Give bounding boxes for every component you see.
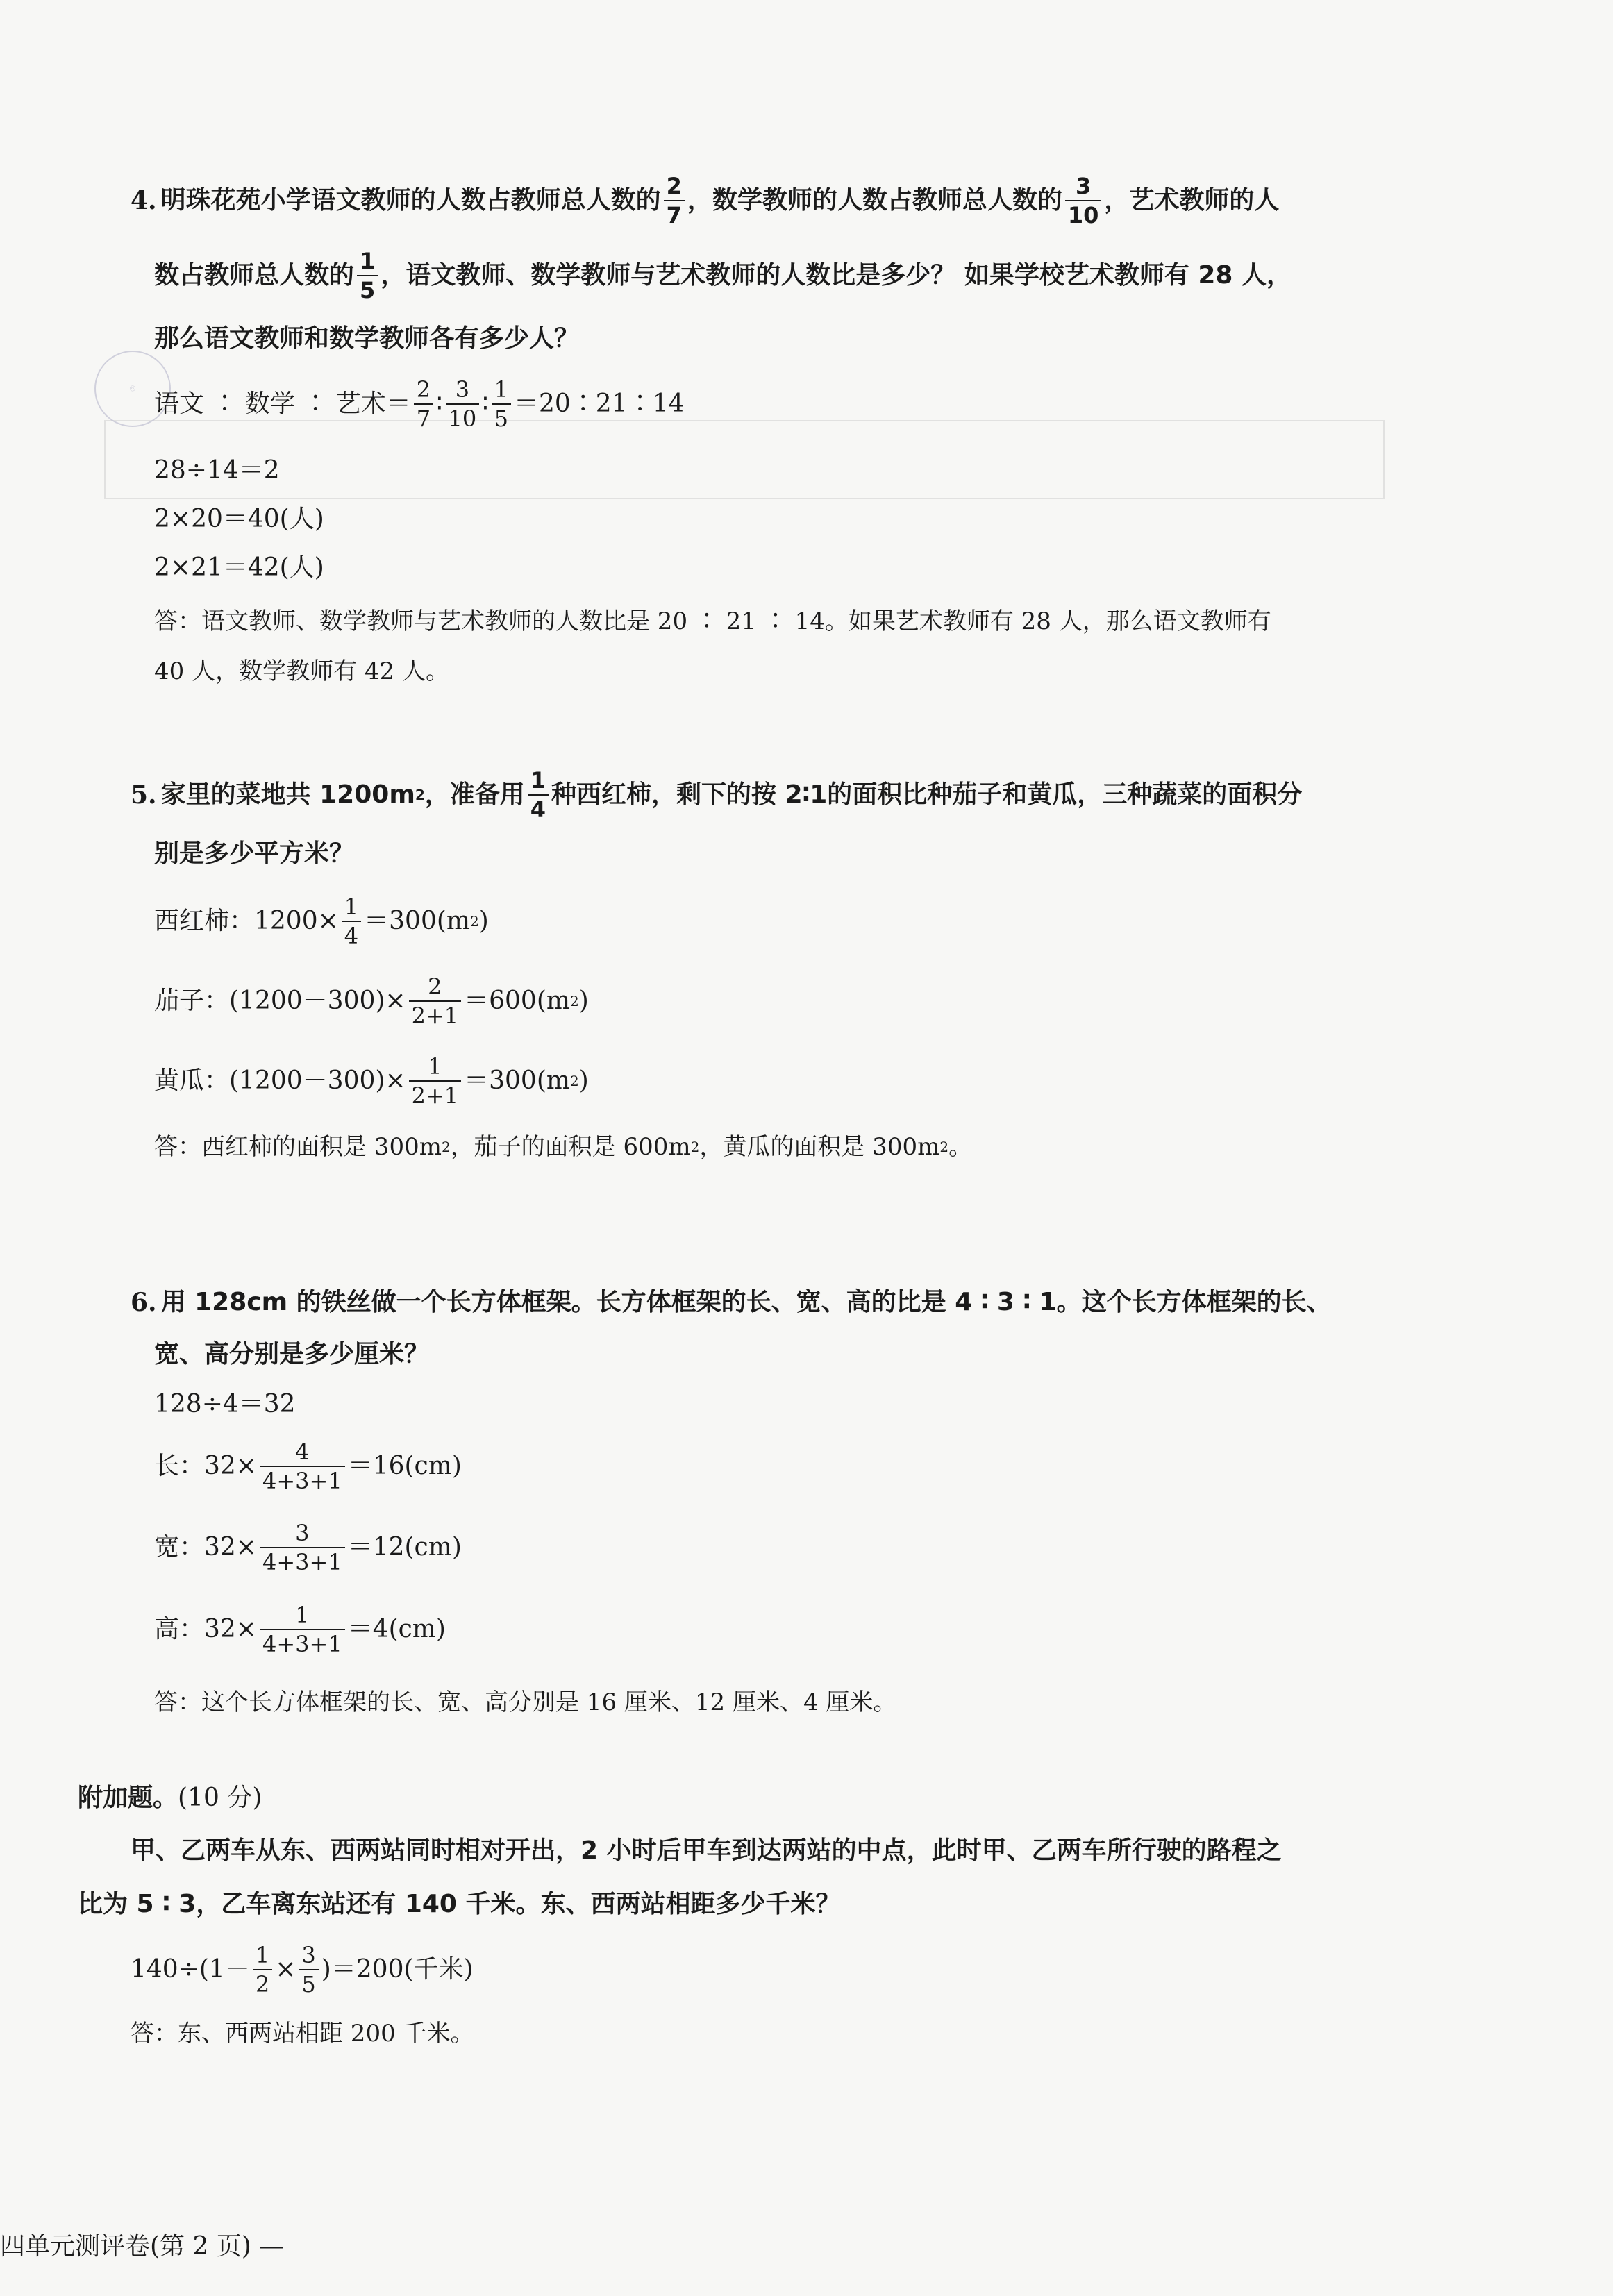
expr-text: ＝16(cm) — [347, 1452, 462, 1480]
q5-text-c: 种西红柿，剩下的按 2∶1的面积比种茄子和黄瓜，三种蔬菜的面积分 — [551, 780, 1303, 809]
frac-num: 2 — [666, 173, 682, 199]
q4-line3 — [154, 326, 579, 351]
expr-text: ) — [578, 1066, 589, 1095]
q4-fraction-2-7 — [664, 175, 685, 226]
q6-text: 用 128cm 的铁丝做一个长方体框架。长方体框架的长、宽、高的比是 4 ∶ 3 ∶ 1。这个长方体框架的长、 — [160, 1288, 1332, 1316]
bonus-answer-conclusion: 答：东、西两站相距 200 千米。 — [131, 2020, 474, 2047]
q5-text-a: 家里的菜地共 1200m — [160, 780, 415, 809]
q4-text-a: 数占教师总人数的 — [154, 261, 355, 290]
fraction — [492, 378, 511, 430]
expr-text: 西红柿：1200× — [154, 907, 339, 935]
q6-answer-width — [154, 1522, 462, 1573]
fraction — [414, 378, 433, 430]
superscript: 2 — [570, 1073, 579, 1089]
frac-num: 4 — [295, 1439, 310, 1465]
q4-text-c: ，艺术教师的人 — [1104, 186, 1280, 215]
bonus-answer-expression — [131, 1944, 474, 1995]
expr-text: × — [275, 1955, 296, 1984]
frac-den: 7 — [414, 403, 433, 430]
frac-den: 5 — [492, 403, 511, 430]
frac-num: 1 — [428, 1053, 442, 1080]
q5-answer-conclusion — [154, 1135, 972, 1159]
frac-num: 1 — [295, 1602, 310, 1628]
q4-fraction-3-10 — [1065, 175, 1102, 226]
frac-den: 2+1 — [409, 1080, 462, 1107]
frac-den: 4+3+1 — [260, 1466, 345, 1492]
expr-text: ＝300(m — [464, 1066, 571, 1095]
expr-text: 茄子：(1200－300)× — [154, 987, 406, 1015]
expr-text: ＝4(cm) — [347, 1615, 446, 1643]
q5-answer-eggplant — [154, 975, 589, 1027]
frac-den: 2+1 — [409, 1000, 462, 1027]
ratio-prefix: 语文 ∶ 数学 ∶ 艺术＝ — [154, 389, 411, 418]
q4-text-a: 明珠花苑小学语文教师的人数占教师总人数的 — [160, 186, 661, 215]
fraction — [260, 1522, 345, 1573]
q4-line2 — [154, 250, 1292, 301]
frac-den: 5 — [357, 275, 378, 301]
stamp-mark: ⌾ — [129, 383, 136, 394]
superscript: 2 — [415, 787, 425, 803]
bonus-line1: 甲、乙两车从东、西两站同时相对开出，2 小时后甲车到达两站的中点，此时甲、乙两车所行驶的路程之 — [131, 1836, 1282, 1865]
fraction — [342, 896, 361, 947]
frac-den: 4 — [342, 921, 361, 947]
superscript: 2 — [690, 1139, 700, 1155]
q4-fraction-1-5 — [357, 250, 378, 301]
fraction — [409, 1055, 462, 1107]
q6-answer-height — [154, 1604, 446, 1655]
q6-number: 6. — [131, 1288, 157, 1317]
q6-answer-conclusion: 答：这个长方体框架的长、宽、高分别是 16 厘米、12 厘米、4 厘米。 — [154, 1689, 897, 1716]
frac-num: 1 — [344, 894, 359, 920]
superscript: 2 — [441, 1139, 451, 1155]
frac-num: 3 — [295, 1520, 310, 1546]
q4-number: 4. — [131, 186, 157, 215]
expr-text: ＝12(cm) — [347, 1533, 462, 1561]
frac-num: 2 — [428, 973, 442, 1000]
q5-line2: 别是多少平方米？ — [154, 839, 355, 868]
expr-text: )＝200(千米) — [321, 1955, 474, 1984]
expr-text: 答：西红柿的面积是 300m — [154, 1133, 442, 1161]
expr-text: 。 — [948, 1133, 973, 1161]
page-footer: 四单元测评卷(第 2 页) — — [0, 2232, 285, 2261]
fraction — [260, 1441, 345, 1492]
expr-text: ＝600(m — [464, 987, 571, 1015]
q4-text-b: ，语文教师、数学教师与艺术教师的人数比是多少？ 如果学校艺术教师有 28 人， — [381, 261, 1292, 290]
expr-text: 黄瓜：(1200－300)× — [154, 1066, 406, 1095]
expr-text: ，黄瓜的面积是 300m — [699, 1133, 940, 1161]
q6-line1 — [131, 1290, 1332, 1315]
expr-text: ) — [478, 907, 489, 935]
frac-den: 4+3+1 — [260, 1547, 345, 1573]
fraction — [409, 975, 462, 1027]
superscript: 2 — [470, 913, 479, 930]
frac-den: 4 — [528, 794, 549, 821]
expr-text: ＝300(m — [364, 907, 471, 935]
frac-num: 3 — [455, 376, 470, 403]
frac-num: 1 — [255, 1942, 270, 1968]
frac-den: 7 — [664, 200, 685, 226]
expr-text: 宽：32× — [154, 1533, 257, 1561]
bonus-line2: 比为 5 ∶ 3，乙车离东站还有 140 千米。东、西两站相距多少千米？ — [78, 1890, 841, 1918]
fraction — [260, 1604, 345, 1655]
frac-den: 2 — [253, 1969, 272, 1995]
expr-text: 高：32× — [154, 1615, 257, 1643]
ratio-result: ＝20∶21∶14 — [513, 389, 685, 418]
q4-answer-conclusion: 答：语文教师、数学教师与艺术教师的人数比是 20 ∶ 21 ∶ 14。如果艺术教师有 28 人，那么语文教师有 — [154, 607, 1271, 635]
expr-text: ) — [578, 987, 589, 1015]
frac-den: 10 — [446, 403, 480, 430]
ratio-sep: ∶ — [436, 389, 443, 418]
expr-text: 140÷(1－ — [131, 1955, 250, 1984]
q4-text: 那么语文教师和数学教师各有多少人？ — [154, 324, 580, 353]
expr-text: ，茄子的面积是 600m — [450, 1133, 691, 1161]
fraction — [253, 1944, 272, 1995]
q5-answer-cucumber — [154, 1055, 589, 1107]
q5-line1 — [131, 769, 1302, 821]
q4-answer-conclusion-2: 40 人，数学教师有 42 人。 — [154, 657, 449, 685]
bonus-title: 附加题。 — [78, 1784, 178, 1812]
fraction — [446, 378, 480, 430]
frac-num: 1 — [494, 376, 508, 403]
bleed-through-box — [104, 420, 1385, 499]
frac-den: 10 — [1065, 200, 1102, 226]
q4-answer-line3: 2×20＝40(人) — [154, 505, 324, 533]
q4-answer-ratio — [154, 378, 684, 430]
bonus-score: (10 分) — [178, 1784, 262, 1812]
frac-num: 3 — [1076, 173, 1092, 199]
frac-den: 5 — [299, 1969, 318, 1995]
frac-num: 1 — [530, 767, 546, 794]
q5-answer-tomato — [154, 896, 489, 947]
frac-num: 2 — [416, 376, 431, 403]
ratio-sep: ∶ — [482, 389, 489, 418]
q5-fraction-1-4 — [528, 769, 549, 821]
frac-den: 4+3+1 — [260, 1629, 345, 1655]
frac-num: 3 — [301, 1942, 316, 1968]
q6-answer-line1: 128÷4＝32 — [154, 1390, 296, 1418]
superscript: 2 — [939, 1139, 949, 1155]
frac-num: 1 — [360, 248, 376, 274]
q6-line2: 宽、高分别是多少厘米？ — [154, 1340, 430, 1368]
q4-line1 — [131, 175, 1279, 226]
bonus-heading — [78, 1786, 262, 1811]
q4-answer-line2: 28÷14＝2 — [154, 456, 280, 485]
q5-text-b: ，准备用 — [424, 780, 525, 809]
fraction — [299, 1944, 318, 1995]
q4-text-b: ，数学教师的人数占教师总人数的 — [687, 186, 1062, 215]
q4-answer-line4: 2×21＝42(人) — [154, 553, 324, 582]
superscript: 2 — [570, 993, 579, 1009]
q5-number: 5. — [131, 780, 157, 810]
expr-text: 长：32× — [154, 1452, 257, 1480]
q6-answer-length — [154, 1441, 462, 1492]
